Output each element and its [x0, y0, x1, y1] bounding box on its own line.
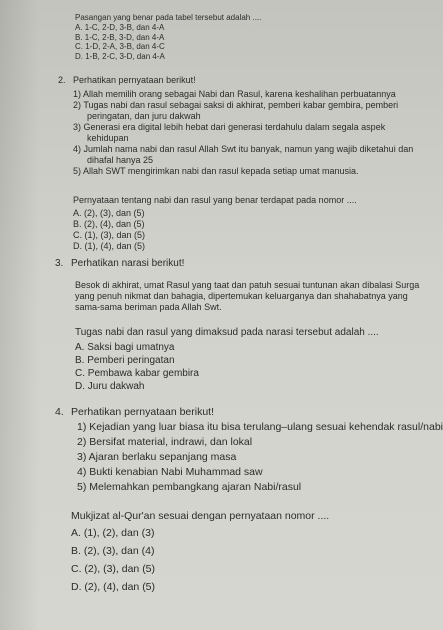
q3-option-a: A. Saksi bagi umatnya: [75, 342, 175, 353]
q2-statement-4: 4) Jumlah nama nabi dan rasul Allah Swt itu banyak, namun yang wajib diketahui dan: [73, 144, 414, 154]
q2-options: [73, 208, 145, 252]
q4-statement-2: 2) Bersifat material, indrawi, dan lokal: [77, 436, 253, 448]
q4-statement-1: 1) Kejadian yang luar biasa itu bisa terulang–ulang sesuai kehendak rasul/nabi: [77, 421, 443, 433]
page-shadow: [0, 0, 40, 630]
q2-statement-4-cont: dihafal hanya 25: [87, 155, 154, 165]
q3-options: [75, 341, 199, 393]
q4-question: Mukjizat al-Qur'an sesuai dengan pernyataan nomor ....: [71, 510, 330, 522]
q1-stem-tail: Pasangan yang benar pada tabel tersebut adalah ....: [75, 13, 262, 22]
q3-narrative-line-3: sama-sama beriman pada Allah Swt.: [75, 302, 222, 312]
q4-option-c: C. (2), (3), dan (5): [71, 563, 156, 575]
q2-statement-2-cont: peringatan, dan juru dakwah: [87, 111, 201, 121]
q1-options: [75, 23, 165, 61]
q3-narrative-line-2: yang penuh nikmat dan bahagia, dipertemukan keluarganya dan shahabatnya yang: [75, 291, 408, 301]
q2-statement-3: 3) Generasi era digital lebih hebat dari generasi terdahulu dalam segala aspek: [73, 122, 386, 132]
q2-statement-1: 1) Allah memilih orang sebagai Nabi dan Rasul, karena keshalihan perbuatannya: [73, 89, 396, 99]
q2-statement-2: 2) Tugas nabi dan rasul sebagai saksi di akhirat, pemberi kabar gembira, pemberi: [73, 100, 399, 110]
q3-narrative: [75, 280, 419, 313]
q2-option-c: C. (1), (3), dan (5): [73, 230, 146, 240]
q3-stem: Perhatikan narasi berikut!: [71, 258, 185, 269]
q4-statement-4: 4) Bukti kenabian Nabi Muhammad saw: [77, 466, 263, 478]
q1-option-c: C. 1-D, 2-A, 3-B, dan 4-C: [75, 42, 165, 51]
q1-option-b: B. 1-C, 2-B, 3-D, dan 4-A: [75, 32, 165, 42]
q3-option-d: D. Juru dakwah: [75, 381, 145, 392]
q2-option-b: B. (2), (4), dan (5): [73, 219, 145, 229]
q3-option-b: B. Pemberi peringatan: [75, 355, 175, 366]
q3-question: Tugas nabi dan rasul yang dimaksud pada narasi tersebut adalah ....: [75, 327, 379, 338]
q3-option-c: C. Pembawa kabar gembira: [75, 368, 199, 379]
q2-statements: [73, 89, 413, 177]
q4-option-a: A. (1), (2), dan (3): [71, 527, 155, 539]
q4-statements: [77, 420, 443, 495]
q2-number: 2.: [58, 75, 66, 85]
q4-stem: Perhatikan pernyataan berikut!: [71, 406, 215, 418]
q4-number: 4.: [55, 406, 64, 418]
q3-narrative-line-1: Besok di akhirat, umat Rasul yang taat dan patuh sesuai tuntunan akan dibalasi Surga: [75, 280, 420, 290]
q4-option-d: D. (2), (4), dan (5): [71, 581, 156, 593]
q2-statement-3-cont: kehidupan: [87, 133, 129, 143]
q4-options: [71, 524, 155, 596]
q2-option-d: D. (1), (4), dan (5): [73, 241, 146, 251]
q3-number: 3.: [55, 258, 64, 269]
q4-option-b: B. (2), (3), dan (4): [71, 545, 155, 557]
q1-option-a: A. 1-C, 2-D, 3-B, dan 4-A: [75, 23, 165, 32]
q1-option-d: D. 1-B, 2-C, 3-D, dan 4-A: [75, 51, 165, 61]
q2-option-a: A. (2), (3), dan (5): [73, 208, 145, 218]
q2-stem: Perhatikan pernyataan berikut!: [73, 75, 196, 85]
q4-statement-5: 5) Melemahkan pembangkang ajaran Nabi/rasul: [77, 481, 302, 493]
q2-question: Pernyataan tentang nabi dan rasul yang benar terdapat pada nomor ....: [73, 195, 357, 205]
q2-statement-5: 5) Allah SWT mengirimkan nabi dan rasul kepada setiap umat manusia.: [73, 166, 359, 176]
q4-statement-3: 3) Ajaran berlaku sepanjang masa: [77, 451, 237, 463]
